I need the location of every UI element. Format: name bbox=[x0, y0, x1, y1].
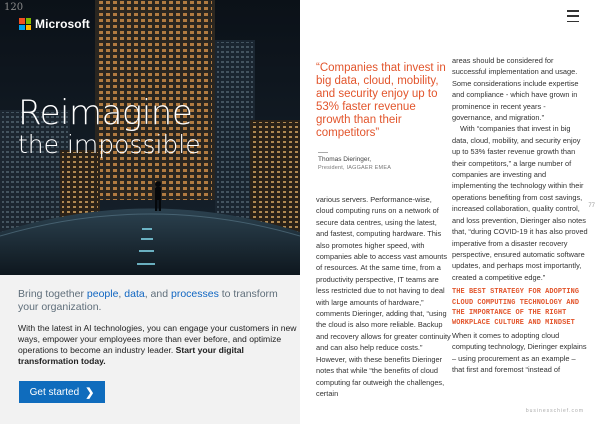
article-page bbox=[300, 0, 600, 424]
quote-attribution-name: Thomas Dieringer, bbox=[318, 156, 372, 163]
quote-divider bbox=[318, 152, 328, 153]
section-subheading: THE BEST STRATEGY FOR ADOPTING CLOUD COMPUTING TECHNOLOGY AND THE IMPORTANCE OF THE RIGHT WORKPLACE CULTURE AND MINDSET bbox=[452, 288, 580, 328]
ad-subheading bbox=[18, 288, 290, 314]
pull-quote: “Companies that invest in big data, cloud, mobility, and security enjoy up to 53% faster revenue growth than their competitors” bbox=[316, 62, 446, 139]
sub-post: to transform your organization. bbox=[18, 288, 278, 313]
site-footer: businesschief.com bbox=[525, 408, 584, 414]
column-2-paragraph-1: areas should be considered for successful implementation and usage. Some considerations include expertise and compliance - which have grown in prominence in recent years - governance, and migration.” bbox=[452, 56, 579, 123]
column-2-paragraph-2: With “companies that invest in big data, cloud, mobility, and security enjoy up to 53% faster revenue growth than their competitors,” a large number of companies are investing and implementing the technology within their operations benefiting from cost savings, increased collaboration, quality control, and loss prevention, Dieringer also notes that, “during COVID-19 it has also proved imperative from a disaster recovery perspective, ensured automatic software updates, and perhaps most importantly, created a competitive edge.” bbox=[452, 124, 588, 282]
sub-comma-2: , and bbox=[144, 288, 171, 300]
microsoft-logo-icon bbox=[19, 18, 31, 30]
column-2-paragraph-3: When it comes to adopting cloud computing technology, Dieringer explains – using procurement as an example – that first and foremost “instead of bbox=[452, 330, 587, 374]
page-number: 120 bbox=[4, 2, 24, 13]
microsoft-logo bbox=[19, 17, 90, 31]
quote-attribution-title: President, IAGGAER EMEA bbox=[318, 165, 392, 171]
page-number-right: 77 bbox=[588, 203, 595, 209]
sub-processes: processes bbox=[170, 288, 219, 300]
article-column-1 bbox=[316, 194, 451, 399]
headline-line-1: Reimagine bbox=[18, 93, 193, 133]
ad-body-regular: With the latest in AI technologies, you can engage your customers in new ways, empower your employees more than ever before, and optimize operations to become an industry leader. bbox=[18, 323, 297, 355]
sub-people: people bbox=[86, 288, 119, 300]
ad-body-text bbox=[18, 323, 298, 367]
sub-pre: Bring together bbox=[18, 288, 87, 300]
article-column-2 bbox=[452, 55, 588, 375]
sub-comma-1: , bbox=[118, 288, 125, 300]
chevron-right-icon: ❯ bbox=[85, 386, 95, 399]
hamburger-menu-icon[interactable] bbox=[567, 10, 579, 22]
column-1-paragraph: various servers. Performance-wise, cloud computing runs on a network of secure data centres, using the latest, and fastest, computing hardware. This also promotes higher speed, with companies able to access vast amounts of resources. At the same time, from a productivity perspective, IT teams are less restricted due to not having to deal with large amounts of hardware,” comments Dieringer, adding that, “using the cloud is also more reliable. Backup and recovery allows for greater continuity and can also help reduce costs.” However, with these benefits Dieringer notes that while “the benefits of cloud computing far outweigh the challenges, certain bbox=[316, 195, 451, 398]
get-started-label: Get started bbox=[29, 386, 80, 398]
get-started-button[interactable] bbox=[19, 381, 105, 403]
ad-headline bbox=[18, 93, 201, 159]
logo-text: Microsoft bbox=[35, 17, 90, 31]
ad-body-bold: Start your digital transformation today. bbox=[18, 345, 244, 366]
headline-line-2: the impossible bbox=[18, 130, 201, 159]
sub-data: data bbox=[124, 288, 145, 300]
